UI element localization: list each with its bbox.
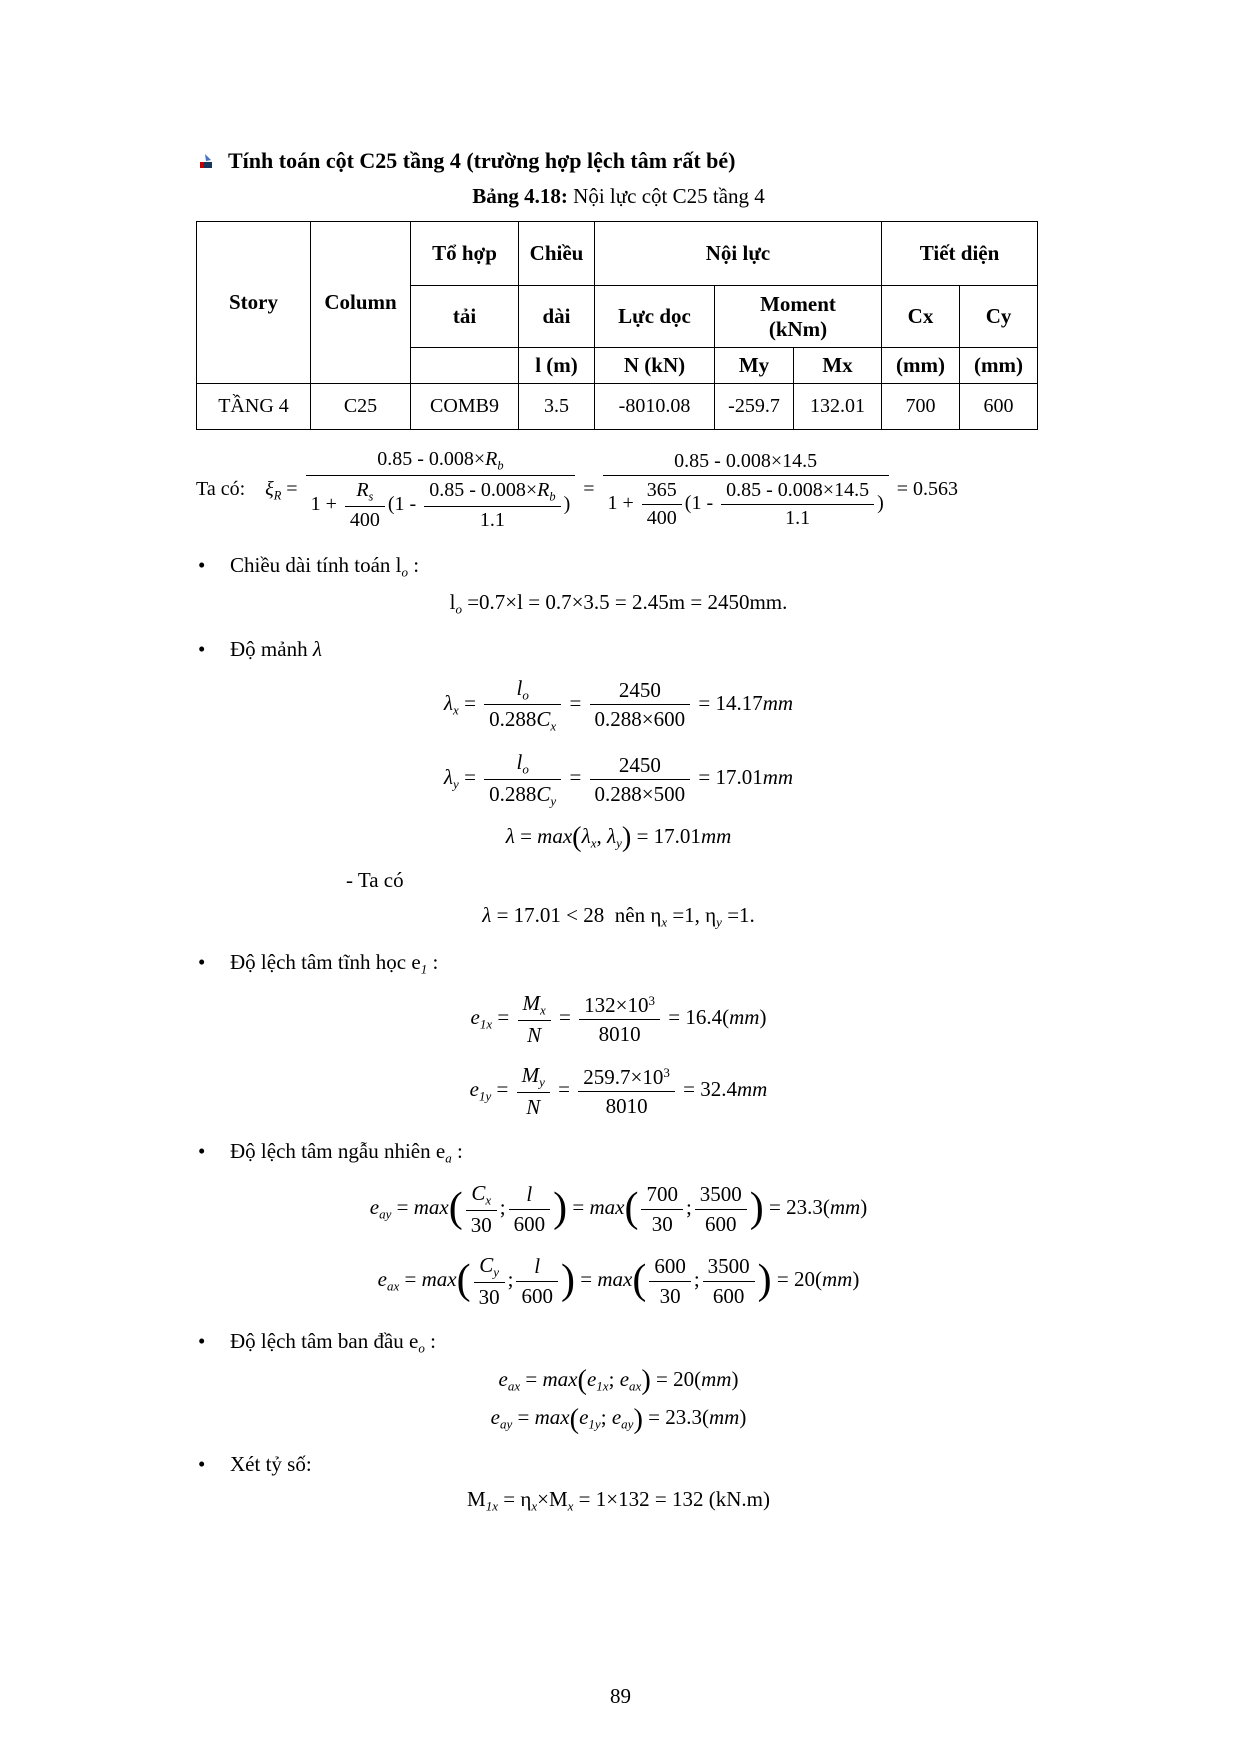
formula-lambda-check: λ = 17.01 < 28 nên $\eta_x =1$, $\eta_y =1$. [482, 903, 755, 930]
bullet-item-lech-tam-ngau-nhien [196, 1139, 1041, 1167]
formula-e1y: $e_{1y}$ = $\frac{M_y}{N}$ = $\frac{259.7\times 10^3}{8010}$ = 32.4mm [469, 1063, 768, 1120]
bullet-dot: • [198, 1451, 206, 1476]
col-header-column: Column [311, 222, 411, 384]
formula-lo: $l_o =0.7\times l = 0.7\times 3.5 = 2.45m = 2450mm$. [449, 590, 788, 617]
col-header-cx: Cx [882, 286, 960, 348]
cell-l: 3.5 [519, 384, 595, 430]
cell-n: -8010.08 [595, 384, 715, 430]
internal-forces-table [196, 221, 1038, 430]
bullet-label-lech-tam-ngau-nhien: Độ lệch tâm ngẫu nhiên $e_a$ : [230, 1139, 463, 1167]
col-header-my: My [715, 348, 794, 384]
col-header-empty [411, 348, 519, 384]
formula-eax: $e_{ax} = \max$( $\frac{C_y}{30}$ ; $\frac{l}{600}$ ) = max( $\frac{600}{30}$ ; $\frac{3500}{600}$ ) = 20(mm) [377, 1253, 860, 1309]
col-header-l-unit: l (m) [519, 348, 595, 384]
formula-m1x: $M_{1x} = \eta_x\times M_x = 1\times 132 = 132$ (kN.m) [467, 1486, 770, 1514]
table-caption-text: Nội lực cột C25 tầng 4 [567, 184, 765, 208]
bullet-item-do-manh [196, 637, 1041, 662]
page-number: 89 [610, 1684, 631, 1708]
col-header-cy-unit: (mm) [960, 348, 1038, 384]
bullet-item-lech-tam-tinh-hoc [196, 950, 1041, 978]
col-header-chieu: Chiều [519, 222, 595, 286]
col-header-noiluc: Nội lực [595, 222, 882, 286]
cell-tohop: COMB9 [411, 384, 519, 430]
bullet-dot: • [198, 552, 206, 577]
col-header-story: Story [197, 222, 311, 384]
bullet-dot: • [198, 1139, 206, 1164]
col-header-lucdoc: Lực dọc [595, 286, 715, 348]
section-heading [196, 148, 1041, 174]
ta-co-note: - Ta có [346, 868, 404, 893]
table-row [197, 384, 1038, 430]
cell-column: C25 [311, 384, 411, 430]
cell-story: TẦNG 4 [197, 384, 311, 430]
cell-mx: 132.01 [794, 384, 882, 430]
formula-xi-r: Ta có: $\xi_R$ = $0.85 - 0.008\times R_b$ 1 + $\frac{R_s}{400}$ (1 - $\frac{0.85 - 0.008\times R_b}{1.1}$ ) = 0.85 - 0.008×14.5 1 + $\frac{365}{400}$ (1 - $\frac{0.85 - 0.008\times 14.5}{1.1}$ ) = 0.563 [196, 448, 959, 531]
bullet-label-chieu-dai: Chiều dài tính toán $l_o$ : [230, 552, 420, 580]
header-row-1 [197, 222, 1038, 286]
formula-eo-ax: $e_{ax} = \max(e_{1x}$; $e_{ax}) = 20(mm)$ [498, 1365, 739, 1397]
col-header-tietdien: Tiết diện [882, 222, 1038, 286]
col-header-n-unit: N (kN) [595, 348, 715, 384]
formula-e1x: $e_{1x}$ = $\frac{M_x}{N}$ = $\frac{132\times 10^3}{8010}$ = 16.4(mm) [470, 991, 767, 1048]
col-header-mx: Mx [794, 348, 882, 384]
bullet-label-lech-tam-tinh-hoc: Độ lệch tâm tĩnh học $e_1$ : [230, 949, 439, 977]
col-header-dai: dài [519, 286, 595, 348]
bullet-dot: • [198, 1329, 206, 1354]
formula-lambda-x: $\lambda_x$ = $\frac{l_o}{0.288C_x}$ = $\frac{2450}{0.288\times 600}$ = 14.17mm [443, 675, 794, 735]
table-caption [196, 184, 1041, 209]
list-bullet-icon [196, 151, 216, 171]
cell-my: -259.7 [715, 384, 794, 430]
cell-cy: 600 [960, 384, 1038, 430]
bullet-item-chieu-dai [196, 553, 1041, 581]
formula-lambda-y: $\lambda_y$ = $\frac{l_o}{0.288C_y}$ = $\frac{2450}{0.288\times 500}$ = 17.01mm [443, 750, 794, 809]
bullet-item-lech-tam-ban-dau [196, 1329, 1041, 1357]
table-caption-label: Bảng 4.18: [472, 184, 568, 208]
col-header-cy: Cy [960, 286, 1038, 348]
col-header-tai: tải [411, 286, 519, 348]
bullet-label-do-manh: Độ mảnh λ [230, 636, 322, 661]
formula-lambda-max: $\lambda = \max(\lambda_x$, $\lambda_y) = 17.01mm$ [505, 822, 732, 854]
bullet-dot: • [198, 636, 206, 661]
section-heading-text: Tính toán cột C25 tầng 4 (trường hợp lệch tâm rất bé) [228, 148, 736, 173]
moment-unit-label: (kNm) [768, 316, 828, 341]
bullet-item-xet-ty-so [196, 1452, 1041, 1477]
bullet-dot: • [198, 949, 206, 974]
bullet-label-xet-ty-so: Xét tỷ số: [230, 1451, 312, 1476]
col-header-cx-unit: (mm) [882, 348, 960, 384]
col-header-tohop: Tổ hợp [411, 222, 519, 286]
cell-cx: 700 [882, 384, 960, 430]
bullet-label-lech-tam-ban-dau: Độ lệch tâm ban đầu $e_o$ : [230, 1329, 436, 1356]
formula-eay: $e_{ay} = \max$( $\frac{C_x}{30}$ ; $\frac{l}{600}$ ) = max( $\frac{700}{30}$ ; $\frac{3500}{600}$ ) = 23.3(mm) [369, 1181, 868, 1237]
col-header-moment [715, 286, 882, 348]
moment-label: Moment [760, 291, 836, 316]
formula-eo-ay: $e_{ay} = \max(e_{1y}$; $e_{ay}) = 23.3(mm)$ [490, 1403, 747, 1435]
